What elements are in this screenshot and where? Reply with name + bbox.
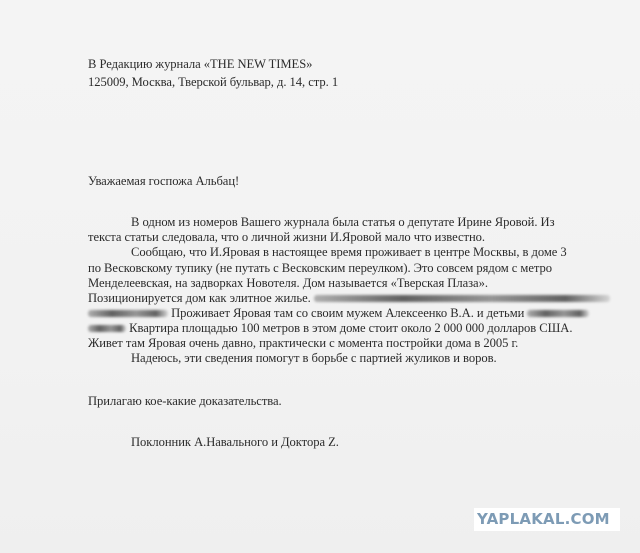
body-line-2: текста статьи следовала, что о личной жизни И.Яровой мало что известно. — [88, 230, 486, 244]
address-line-1: В Редакцию журнала «THE NEW TIMES» — [88, 57, 313, 71]
body-line-6-text: Позиционируется дом как элитное жилье. — [88, 291, 311, 305]
body-line-8 — [88, 321, 572, 336]
body-line-5: Менделеевская, на задворках Новотеля. Дом называется «Тверская Плаза». — [88, 276, 488, 290]
body-line-1: В одном из номеров Вашего журнала была статья о депутате Ирине Яровой. Из — [131, 215, 555, 229]
redaction-blur — [527, 310, 589, 317]
body-line-3: Сообщаю, что И.Яровая в настоящее время проживает в центре Москвы, в доме 3 — [131, 245, 567, 259]
signature: Поклонник А.Навального и Доктора Z. — [131, 435, 339, 449]
address-line-2: 125009, Москва, Тверской бульвар, д. 14, стр. 1 — [88, 75, 339, 89]
body-line-4: по Весковскому тупику (не путать с Весковским переулком). Это совсем рядом с метро — [88, 261, 552, 275]
body-line-7 — [88, 306, 589, 321]
redaction-blur — [88, 310, 168, 317]
body-line-9: Живет там Яровая очень давно, практически с момента постройки дома в 2005 г. — [88, 336, 519, 350]
body-line-7-text: Проживает Яровая там со своим мужем Алексеенко В.А. и детьми — [171, 306, 525, 320]
body-line-6 — [88, 291, 610, 306]
greeting: Уважаемая госпожа Альбац! — [88, 174, 240, 188]
body-line-8-text: Квартира площадью 100 метров в этом доме стоит около 2 000 000 долларов США. — [129, 321, 573, 335]
attachment-note: Прилагаю кое-какие доказательства. — [88, 394, 282, 408]
watermark-logo: YAPLAKAL.COM — [477, 510, 610, 528]
redaction-blur — [88, 325, 126, 332]
body-line-10: Надеюсь, эти сведения помогут в борьбе с партией жуликов и воров. — [131, 351, 497, 365]
redaction-blur — [314, 295, 610, 302]
